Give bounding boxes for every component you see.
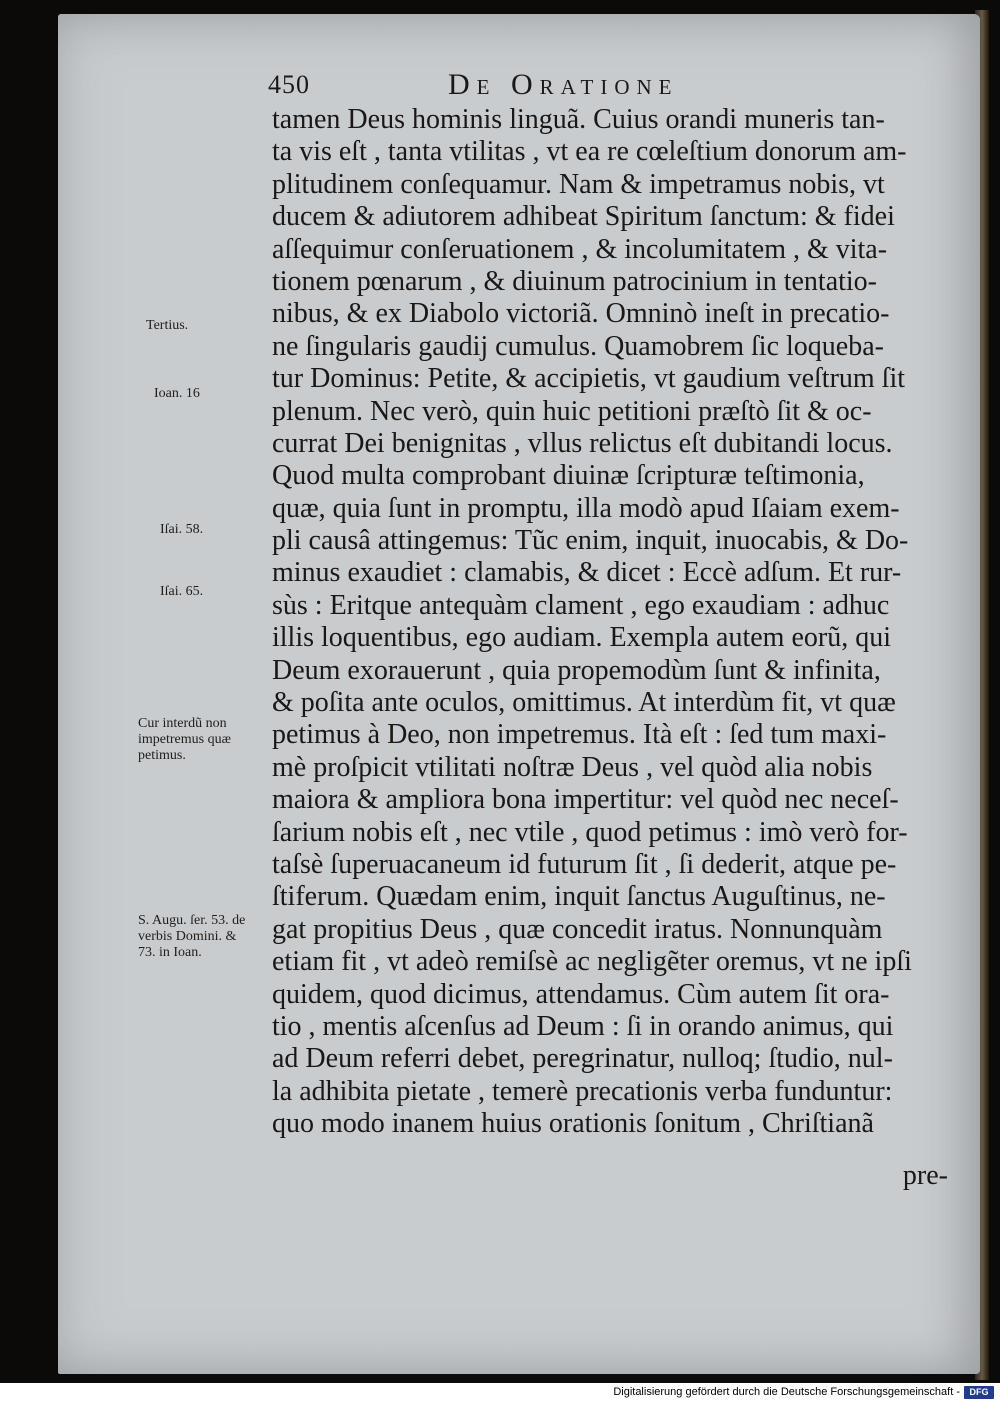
text-line: tamen Deus hominis linguã. Cuius orandi muneris tan- bbox=[272, 104, 885, 135]
margin-note-tertius bbox=[146, 318, 188, 334]
text-line: plenum. Nec verò, quin huic petitioni præſtò ſit & oc- bbox=[272, 395, 872, 427]
page-number: 450 bbox=[268, 70, 310, 99]
margin-note-line: Ioan. 16 bbox=[154, 386, 200, 401]
margin-note-line: 73. in Ioan. bbox=[138, 945, 202, 960]
dfg-logo: DFG bbox=[964, 1386, 994, 1399]
text-line: ducem & adiutorem adhibeat Spiritum ſanctum: & fidei bbox=[272, 201, 895, 233]
text-line: ne ſingularis gaudij cumulus. Quamobrem ſic loqueba- bbox=[272, 330, 884, 362]
text-line: ſarium nobis eſt , nec vtile , quod petimus : imò verò for- bbox=[272, 816, 908, 848]
body-text bbox=[272, 104, 972, 1141]
margin-note-augustinus bbox=[138, 913, 284, 961]
text-line: etiam fit , vt adeò remiſsè ac negligẽter oremus, vt ne ipſi bbox=[272, 946, 912, 978]
text-line: ta vis eſt , tanta vtilitas , vt ea re cœleſtium donorum am- bbox=[272, 136, 907, 168]
margin-note-line: Iſai. 58. bbox=[160, 522, 204, 537]
margin-note-line: Tertius. bbox=[146, 318, 189, 333]
margin-note-cur-interdum bbox=[138, 716, 280, 764]
margin-note-line: Iſai. 65. bbox=[160, 584, 204, 599]
text-line: gat propitius Deus , quæ concedit iratus. Nonnunquàm bbox=[272, 913, 883, 945]
text-line: mè proſpicit vtilitati noſtræ Deus , vel quòd alia nobis bbox=[272, 751, 873, 783]
text-line: nibus, & ex Diabolo victoriã. Omninò ineſt in precatio- bbox=[272, 298, 890, 330]
text-line: Deum exorauerunt , quia propemodùm ſunt & infinita, bbox=[272, 654, 881, 686]
dfg-credit: Digitalisierung gefördert durch die Deutsche Forschungsgemeinschaft - bbox=[613, 1386, 960, 1398]
running-title: De Oratione bbox=[448, 68, 679, 101]
text-line: quidem, quod dicimus, attendamus. Cùm autem ſit ora- bbox=[272, 978, 890, 1010]
text-line: plitudinem conſequamur. Nam & impetramus nobis, vt bbox=[272, 168, 885, 200]
text-line: aſſequimur conſeruationem , & incolumitatem , & vita- bbox=[272, 233, 888, 265]
margin-note-line: Cur interdũ non bbox=[138, 716, 227, 731]
text-line: Quod multa comprobant diuinæ ſcripturæ teſtimonia, bbox=[272, 460, 865, 492]
margin-note-ioan bbox=[154, 386, 200, 402]
text-line: tio , mentis aſcenſus ad Deum : ſi in orando animus, qui bbox=[272, 1010, 894, 1042]
margin-note-line: S. Augu. ſer. 53. de bbox=[138, 913, 246, 928]
text-line: minus exaudiet : clamabis, & dicet : Eccè adſum. Et rur- bbox=[272, 557, 902, 589]
margin-note-line: verbis Domini. & bbox=[138, 929, 237, 944]
text-line: ad Deum referri debet, peregrinatur, nulloq; ſtudio, nul- bbox=[272, 1043, 893, 1075]
text-line: tionem pœnarum , & diuinum patrocinium in tentatio- bbox=[272, 265, 878, 297]
margin-note-line: impetremus quæ bbox=[138, 732, 231, 747]
text-line: ſtiferum. Quædam enim, inquit ſanctus Auguſtinus, ne- bbox=[272, 881, 886, 913]
digitization-footer bbox=[0, 1383, 1000, 1403]
catchword: pre- bbox=[902, 1160, 948, 1191]
margin-note-line: petimus. bbox=[138, 748, 186, 763]
text-line: maiora & ampliora bona impertitur: vel quòd nec neceſ- bbox=[272, 784, 899, 816]
text-line: illis loquentibus, ego audiam. Exempla autem eorũ, qui bbox=[272, 622, 891, 654]
margin-note-isai-58 bbox=[160, 522, 203, 538]
text-line: & poſita ante oculos, omittimus. At interdùm fit, vt quæ bbox=[272, 687, 896, 719]
text-line: taſsè ſuperuacaneum id futurum ſit , ſi dederit, atque pe- bbox=[272, 848, 897, 880]
text-line: pli causâ attingemus: Tũc enim, inquit, inuocabis, & Do- bbox=[272, 525, 909, 557]
text-line: currat Dei benignitas , vllus relictus eſt dubitandi locus. bbox=[272, 427, 893, 459]
text-line: sùs : Eritque antequàm clament , ego exaudiam : adhuc bbox=[272, 589, 890, 621]
page-header bbox=[268, 64, 968, 104]
text-line: la adhibita pietate , temerè precationis verba funduntur: bbox=[272, 1075, 893, 1107]
text-line: quo modo inanem huius orationis ſonitum , Chriſtianã bbox=[272, 1108, 874, 1140]
text-line: quæ, quia ſunt in promptu, illa modò apud Iſaiam exem- bbox=[272, 492, 900, 524]
margin-note-isai-65 bbox=[160, 584, 203, 600]
text-line: petimus à Deo, non impetremus. Ità eſt : ſed tum maxi- bbox=[272, 719, 887, 751]
text-line: tur Dominus: Petite, & accipietis, vt gaudium veſtrum ſit bbox=[272, 363, 906, 395]
